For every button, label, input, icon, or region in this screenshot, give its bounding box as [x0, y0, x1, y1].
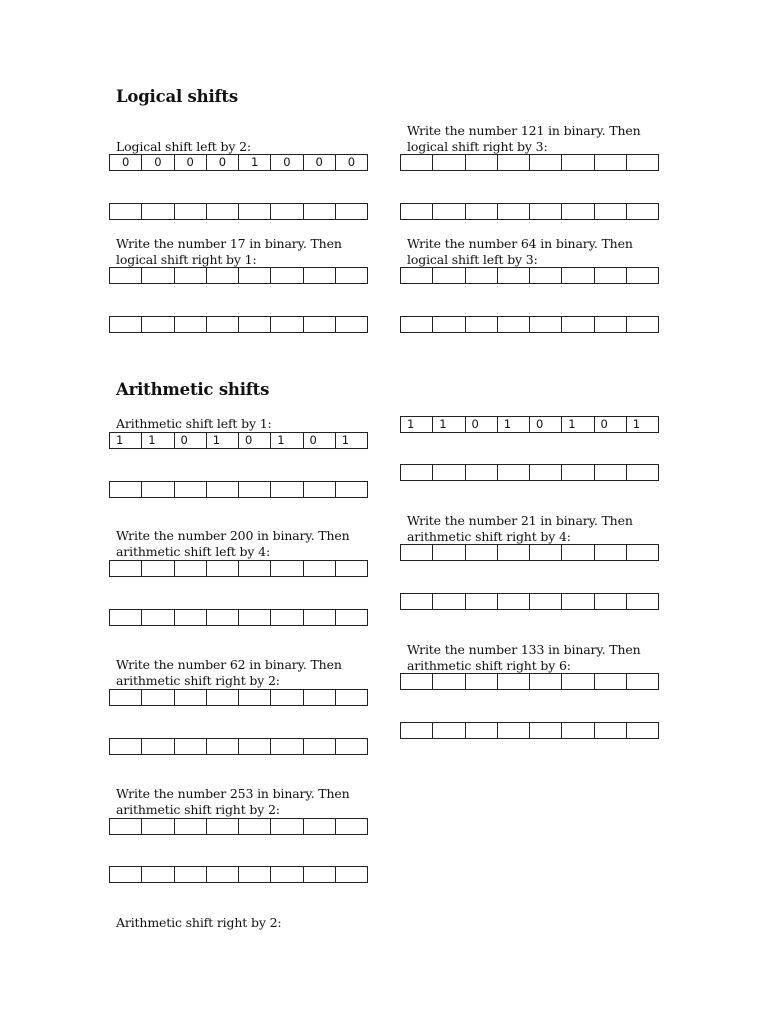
answer-cell[interactable]: [595, 723, 627, 738]
prompt-line: arithmetic shift right by 4:: [407, 528, 571, 544]
bit-cell: 1: [433, 417, 465, 432]
answer-cell[interactable]: [595, 268, 627, 283]
answer-cell[interactable]: [466, 674, 498, 689]
answer-cell[interactable]: [336, 268, 367, 283]
answer-cell[interactable]: [562, 268, 594, 283]
bit-cell: 0: [175, 433, 207, 448]
answer-cell[interactable]: [595, 594, 627, 609]
answer-cell[interactable]: [627, 674, 658, 689]
answer-cell[interactable]: [271, 867, 303, 882]
answer-cell[interactable]: [466, 317, 498, 332]
answer-cell[interactable]: [627, 545, 658, 560]
answer-cell[interactable]: [304, 739, 336, 754]
prompt-line: arithmetic shift left by 4:: [116, 543, 271, 559]
answer-cell[interactable]: [175, 482, 207, 497]
answer-cell[interactable]: [627, 204, 658, 219]
answer-cell[interactable]: [498, 545, 530, 560]
answer-cell[interactable]: [466, 204, 498, 219]
prompt-line: Write the number 64 in binary. Then: [407, 236, 633, 251]
bit-cell: 1: [341, 433, 350, 447]
answer-cell[interactable]: [304, 268, 336, 283]
answer-cell[interactable]: [207, 317, 239, 332]
bit-cell: 1: [239, 155, 271, 170]
answer-cell[interactable]: [142, 739, 174, 754]
answer-cell[interactable]: [110, 610, 142, 625]
answer-cell[interactable]: [207, 610, 239, 625]
answer-cell[interactable]: [110, 204, 142, 219]
answer-cell[interactable]: [207, 268, 239, 283]
prompt-line: Write the number 200 in binary. Then: [116, 528, 350, 543]
answer-cell[interactable]: [304, 867, 336, 882]
answer-cell[interactable]: [304, 204, 336, 219]
answer-cell[interactable]: [433, 268, 465, 283]
answer-cell[interactable]: [595, 674, 627, 689]
answer-cell[interactable]: [175, 268, 207, 283]
answer-cell[interactable]: [562, 594, 594, 609]
answer-cell[interactable]: [498, 594, 530, 609]
answer-cell[interactable]: [562, 545, 594, 560]
answer-cell[interactable]: [530, 594, 562, 609]
answer-cell[interactable]: [562, 465, 594, 480]
arithmetic-ex5-binary-bits[interactable]: [109, 689, 368, 706]
logical-ex2-prompt: [407, 123, 641, 154]
answer-cell[interactable]: [627, 465, 658, 480]
bit-cell: 0: [175, 155, 207, 170]
answer-cell[interactable]: [175, 819, 207, 834]
bit-cell: 1: [562, 417, 594, 432]
arithmetic-ex2-given-bits: [400, 416, 659, 433]
answer-cell[interactable]: [271, 204, 303, 219]
answer-cell[interactable]: [142, 482, 174, 497]
prompt-line: arithmetic shift right by 2:: [116, 672, 280, 688]
answer-cell[interactable]: [271, 819, 303, 834]
answer-cell[interactable]: [466, 545, 498, 560]
answer-cell[interactable]: [336, 739, 367, 754]
arithmetic-ex7-answer-bits[interactable]: [109, 866, 368, 883]
arithmetic-ex6-binary-bits[interactable]: [400, 673, 659, 690]
answer-cell[interactable]: [207, 204, 239, 219]
answer-cell[interactable]: [207, 739, 239, 754]
answer-cell[interactable]: [433, 465, 465, 480]
answer-cell[interactable]: [336, 204, 367, 219]
answer-cell[interactable]: [207, 482, 239, 497]
bit-cell: 1: [271, 433, 303, 448]
bit-cell: 1: [142, 433, 174, 448]
answer-cell[interactable]: [110, 819, 142, 834]
answer-cell[interactable]: [271, 690, 303, 705]
bit-cell: 1: [207, 433, 239, 448]
bit-cell: 1: [498, 417, 530, 432]
bit-cell: 1: [401, 417, 433, 432]
prompt-line: logical shift right by 1:: [116, 251, 257, 267]
prompt-line: logical shift left by 3:: [407, 251, 538, 267]
answer-cell[interactable]: [401, 268, 433, 283]
prompt-line: Write the number 133 in binary. Then: [407, 642, 641, 657]
answer-cell[interactable]: [595, 465, 627, 480]
answer-cell[interactable]: [110, 739, 142, 754]
answer-cell[interactable]: [401, 317, 433, 332]
answer-cell[interactable]: [239, 561, 271, 576]
answer-cell[interactable]: [304, 610, 336, 625]
answer-cell[interactable]: [466, 465, 498, 480]
bit-cell: 0: [304, 433, 336, 448]
answer-cell[interactable]: [175, 867, 207, 882]
prompt-line: logical shift right by 3:: [407, 138, 548, 154]
answer-cell[interactable]: [627, 268, 658, 283]
prompt-line: arithmetic shift right by 6:: [407, 657, 571, 673]
arithmetic-ex4-answer-bits[interactable]: [400, 593, 659, 610]
answer-cell[interactable]: [271, 317, 303, 332]
arithmetic-ex6-prompt: [407, 642, 641, 673]
answer-cell[interactable]: [175, 610, 207, 625]
answer-cell[interactable]: [239, 739, 271, 754]
bit-cell: 0: [142, 155, 174, 170]
answer-cell[interactable]: [530, 674, 562, 689]
arithmetic-ex1-prompt: Arithmetic shift left by 1:: [116, 416, 272, 431]
bit-cell: 0: [271, 155, 303, 170]
bit-cell: 0: [595, 417, 627, 432]
answer-cell[interactable]: [595, 545, 627, 560]
answer-cell[interactable]: [336, 690, 367, 705]
answer-cell[interactable]: [336, 561, 367, 576]
logical-ex2-binary-bits[interactable]: [400, 154, 659, 171]
answer-cell[interactable]: [433, 317, 465, 332]
bit-cell: 0: [304, 155, 336, 170]
logical-ex3-prompt: [116, 236, 342, 267]
answer-cell[interactable]: [530, 545, 562, 560]
answer-cell[interactable]: [239, 867, 271, 882]
answer-cell[interactable]: [304, 317, 336, 332]
answer-cell[interactable]: [433, 204, 465, 219]
bit-cell: 0: [110, 155, 142, 170]
answer-cell[interactable]: [530, 465, 562, 480]
arithmetic-ex2-answer-bits[interactable]: [400, 464, 659, 481]
answer-cell[interactable]: [239, 690, 271, 705]
answer-cell[interactable]: [336, 867, 367, 882]
arithmetic-ex3-answer-bits[interactable]: [109, 609, 368, 626]
logical-ex2-answer-bits[interactable]: [400, 203, 659, 220]
answer-cell[interactable]: [401, 204, 433, 219]
answer-cell[interactable]: [175, 317, 207, 332]
answer-cell[interactable]: [498, 723, 530, 738]
prompt-line: Write the number 17 in binary. Then: [116, 236, 342, 251]
arithmetic-shifts-heading: Arithmetic shifts: [116, 380, 270, 399]
bit-cell: 0: [530, 417, 562, 432]
answer-cell[interactable]: [562, 204, 594, 219]
answer-cell[interactable]: [433, 545, 465, 560]
answer-cell[interactable]: [304, 690, 336, 705]
answer-cell[interactable]: [239, 204, 271, 219]
arithmetic-ex1-answer-bits[interactable]: [109, 481, 368, 498]
answer-cell[interactable]: [466, 268, 498, 283]
answer-cell[interactable]: [627, 317, 658, 332]
answer-cell[interactable]: [562, 317, 594, 332]
answer-cell[interactable]: [401, 723, 433, 738]
logical-ex1-given-bits: [109, 154, 368, 171]
bit-cell: 1: [110, 433, 142, 448]
answer-cell[interactable]: [433, 594, 465, 609]
answer-cell[interactable]: [110, 690, 142, 705]
answer-cell[interactable]: [433, 674, 465, 689]
answer-cell[interactable]: [401, 674, 433, 689]
arithmetic-ex3-prompt: [116, 528, 350, 559]
answer-cell[interactable]: [336, 482, 367, 497]
arithmetic-ex7-prompt: [116, 786, 350, 817]
prompt-line: Write the number 253 in binary. Then: [116, 786, 350, 801]
bit-cell: 0: [466, 417, 498, 432]
answer-cell[interactable]: [498, 674, 530, 689]
answer-cell[interactable]: [304, 819, 336, 834]
answer-cell[interactable]: [142, 204, 174, 219]
answer-cell[interactable]: [498, 465, 530, 480]
arithmetic-ex7-binary-bits[interactable]: [109, 818, 368, 835]
answer-cell[interactable]: [271, 739, 303, 754]
answer-cell[interactable]: [530, 204, 562, 219]
answer-cell[interactable]: [207, 690, 239, 705]
answer-cell[interactable]: [239, 819, 271, 834]
answer-cell[interactable]: [207, 819, 239, 834]
logical-ex1-prompt: Logical shift left by 2:: [116, 139, 251, 154]
answer-cell[interactable]: [207, 561, 239, 576]
answer-cell[interactable]: [207, 867, 239, 882]
answer-cell[interactable]: [498, 204, 530, 219]
prompt-line: arithmetic shift right by 2:: [116, 801, 280, 817]
answer-cell[interactable]: [595, 155, 627, 170]
prompt-line: Write the number 21 in binary. Then: [407, 513, 633, 528]
answer-cell[interactable]: [530, 268, 562, 283]
arithmetic-ex6-answer-bits[interactable]: [400, 722, 659, 739]
answer-cell[interactable]: [142, 690, 174, 705]
answer-cell[interactable]: [433, 723, 465, 738]
answer-cell[interactable]: [142, 867, 174, 882]
arithmetic-ex8-prompt: Arithmetic shift right by 2:: [116, 915, 282, 930]
answer-cell[interactable]: [304, 482, 336, 497]
answer-cell[interactable]: [466, 723, 498, 738]
answer-cell[interactable]: [401, 545, 433, 560]
prompt-line: Write the number 121 in binary. Then: [407, 123, 641, 138]
answer-cell[interactable]: [110, 867, 142, 882]
answer-cell[interactable]: [530, 155, 562, 170]
logical-shifts-heading: Logical shifts: [116, 87, 238, 106]
arithmetic-ex4-prompt: [407, 513, 633, 544]
answer-cell[interactable]: [175, 204, 207, 219]
answer-cell[interactable]: [110, 482, 142, 497]
answer-cell[interactable]: [562, 155, 594, 170]
answer-cell[interactable]: [271, 610, 303, 625]
answer-cell[interactable]: [271, 561, 303, 576]
answer-cell[interactable]: [466, 155, 498, 170]
logical-ex3-answer-bits[interactable]: [109, 316, 368, 333]
answer-cell[interactable]: [239, 482, 271, 497]
answer-cell[interactable]: [595, 317, 627, 332]
arithmetic-ex5-prompt: [116, 657, 342, 688]
prompt-line: Write the number 62 in binary. Then: [116, 657, 342, 672]
answer-cell[interactable]: [530, 723, 562, 738]
bit-cell: 0: [239, 433, 271, 448]
bit-cell: 1: [632, 417, 641, 431]
answer-cell[interactable]: [627, 594, 658, 609]
answer-cell[interactable]: [627, 723, 658, 738]
answer-cell[interactable]: [498, 155, 530, 170]
answer-cell[interactable]: [530, 317, 562, 332]
answer-cell[interactable]: [110, 317, 142, 332]
answer-cell[interactable]: [239, 610, 271, 625]
answer-cell[interactable]: [401, 594, 433, 609]
arithmetic-ex3-binary-bits[interactable]: [109, 560, 368, 577]
answer-cell[interactable]: [142, 317, 174, 332]
logical-ex4-answer-bits[interactable]: [400, 316, 659, 333]
answer-cell[interactable]: [401, 465, 433, 480]
logical-ex4-binary-bits[interactable]: [400, 267, 659, 284]
arithmetic-ex5-answer-bits[interactable]: [109, 738, 368, 755]
answer-cell[interactable]: [142, 819, 174, 834]
logical-ex4-prompt: [407, 236, 633, 267]
logical-ex3-binary-bits[interactable]: [109, 267, 368, 284]
answer-cell[interactable]: [142, 610, 174, 625]
answer-cell[interactable]: [498, 317, 530, 332]
answer-cell[interactable]: [239, 268, 271, 283]
arithmetic-ex1-given-bits: [109, 432, 368, 449]
answer-cell[interactable]: [142, 268, 174, 283]
answer-cell[interactable]: [110, 268, 142, 283]
answer-cell[interactable]: [433, 155, 465, 170]
answer-cell[interactable]: [175, 690, 207, 705]
answer-cell[interactable]: [142, 561, 174, 576]
answer-cell[interactable]: [110, 561, 142, 576]
answer-cell[interactable]: [336, 819, 367, 834]
answer-cell[interactable]: [562, 674, 594, 689]
answer-cell[interactable]: [595, 204, 627, 219]
answer-cell[interactable]: [336, 317, 367, 332]
answer-cell[interactable]: [498, 268, 530, 283]
answer-cell[interactable]: [562, 723, 594, 738]
answer-cell[interactable]: [271, 268, 303, 283]
bit-cell: 0: [347, 155, 356, 169]
arithmetic-ex4-binary-bits[interactable]: [400, 544, 659, 561]
answer-cell[interactable]: [271, 482, 303, 497]
answer-cell[interactable]: [175, 739, 207, 754]
logical-ex1-answer-bits[interactable]: [109, 203, 368, 220]
answer-cell[interactable]: [239, 317, 271, 332]
answer-cell[interactable]: [304, 561, 336, 576]
answer-cell[interactable]: [401, 155, 433, 170]
bit-cell: 0: [207, 155, 239, 170]
answer-cell[interactable]: [466, 594, 498, 609]
answer-cell[interactable]: [627, 155, 658, 170]
answer-cell[interactable]: [175, 561, 207, 576]
answer-cell[interactable]: [336, 610, 367, 625]
